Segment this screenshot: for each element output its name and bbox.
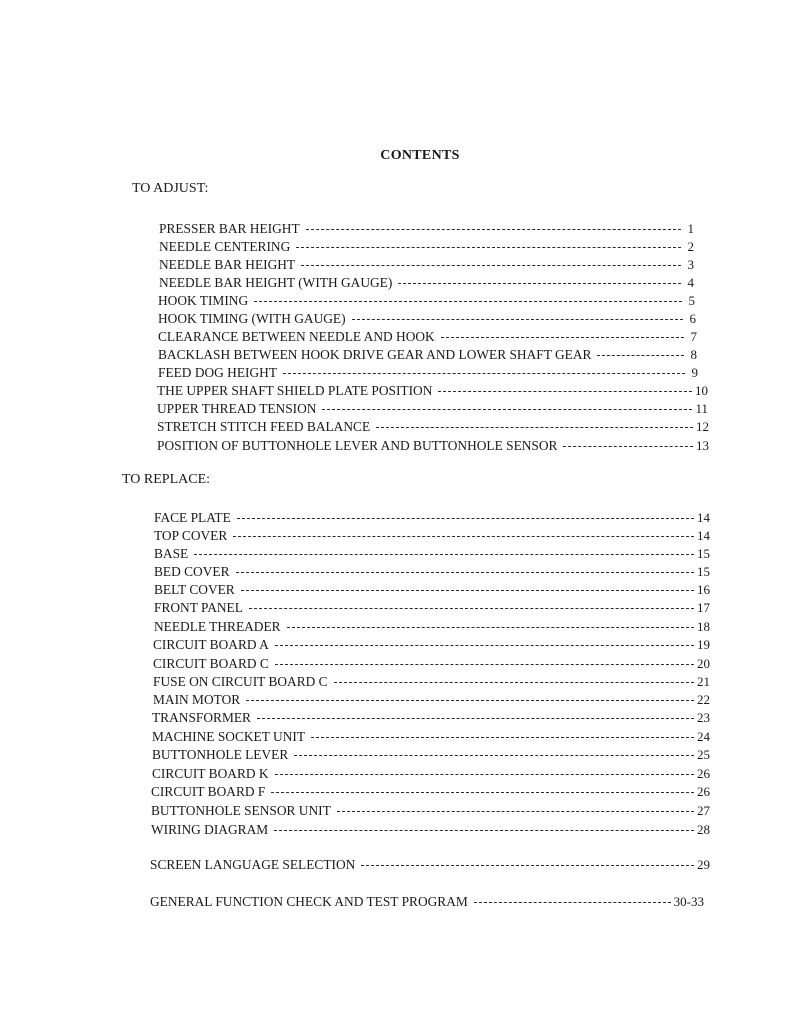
dot-leader: [237, 517, 694, 519]
toc-entry[interactable]: [158, 345, 697, 362]
dot-leader: [398, 282, 681, 284]
toc-entry-page: 2: [687, 239, 694, 254]
toc-entry[interactable]: [154, 617, 710, 634]
dot-leader: [274, 829, 694, 831]
toc-entry[interactable]: [151, 801, 710, 818]
dot-leader: [275, 663, 694, 665]
dot-leader: [311, 736, 694, 738]
toc-entry-page: 21: [697, 674, 710, 689]
dot-leader: [352, 318, 683, 320]
toc-entry-page: 23: [697, 710, 710, 725]
toc-entry[interactable]: [157, 399, 708, 416]
dot-leader: [376, 426, 693, 428]
toc-entry[interactable]: [152, 745, 710, 762]
toc-entry-label: NEEDLE BAR HEIGHT: [159, 257, 296, 272]
toc-entry-page: 15: [697, 546, 710, 561]
dot-leader: [246, 699, 694, 701]
dot-leader: [361, 864, 694, 866]
section-heading-replace: TO REPLACE:: [122, 472, 211, 487]
dot-leader: [474, 901, 671, 903]
toc-entry[interactable]: [151, 820, 710, 837]
toc-entry-label: CIRCUIT BOARD C: [153, 656, 269, 671]
page-title: CONTENTS: [380, 148, 460, 163]
dot-leader: [283, 372, 685, 374]
dot-leader: [306, 228, 681, 230]
toc-entry-page: 12: [696, 419, 709, 434]
toc-entry[interactable]: [158, 363, 698, 380]
dot-leader: [236, 571, 694, 573]
toc-entry-page: 19: [697, 637, 710, 652]
toc-entry-label: BACKLASH BETWEEN HOOK DRIVE GEAR AND LOWER SHAFT GEAR: [158, 347, 592, 362]
toc-entry[interactable]: [153, 635, 710, 652]
toc-entry-page: 25: [697, 747, 710, 762]
toc-entry-label: CIRCUIT BOARD A: [153, 637, 269, 652]
dot-leader: [257, 717, 694, 719]
toc-entry-label: BELT COVER: [154, 582, 235, 597]
dot-leader: [194, 553, 694, 555]
toc-entry-page: 4: [687, 275, 694, 290]
toc-entry[interactable]: [157, 436, 709, 453]
toc-entry-label: BED COVER: [154, 564, 230, 579]
toc-entry[interactable]: [153, 690, 710, 707]
toc-entry[interactable]: [152, 727, 710, 744]
dot-leader: [301, 264, 681, 266]
toc-entry-label: THE UPPER SHAFT SHIELD PLATE POSITION: [157, 383, 433, 398]
dot-leader: [241, 589, 694, 591]
toc-entry[interactable]: [150, 892, 704, 909]
toc-entry-label: POSITION OF BUTTONHOLE LEVER AND BUTTONHOLE SENSOR: [157, 438, 558, 453]
toc-entry-page: 24: [697, 729, 710, 744]
dot-leader: [322, 408, 692, 410]
toc-entry-page: 30-33: [673, 894, 704, 909]
dot-leader: [233, 535, 694, 537]
toc-entry[interactable]: [157, 381, 708, 398]
toc-entry-page: 18: [697, 619, 710, 634]
toc-entry-label: NEEDLE BAR HEIGHT (WITH GAUGE): [159, 275, 393, 290]
toc-entry-page: 16: [697, 582, 710, 597]
toc-entry-label: TOP COVER: [154, 528, 228, 543]
toc-entry-page: 22: [697, 692, 710, 707]
toc-entry[interactable]: [154, 562, 710, 579]
section-heading-adjust: TO ADJUST:: [132, 181, 209, 196]
toc-entry-page: 14: [697, 528, 710, 543]
toc-entry-label: STRETCH STITCH FEED BALANCE: [157, 419, 371, 434]
toc-entry[interactable]: [159, 273, 694, 290]
toc-entry-page: 3: [687, 257, 694, 272]
toc-entry-page: 26: [697, 766, 710, 781]
toc-entry-page: 20: [697, 656, 710, 671]
dot-leader: [441, 336, 684, 338]
toc-entry[interactable]: [159, 255, 694, 272]
toc-entry-page: 28: [697, 822, 710, 837]
toc-entry[interactable]: [158, 309, 696, 326]
toc-entry[interactable]: [157, 417, 709, 434]
toc-entry[interactable]: [158, 291, 695, 308]
dot-leader: [597, 354, 684, 356]
toc-entry-page: 11: [695, 401, 708, 416]
toc-entry[interactable]: [151, 782, 710, 799]
toc-entry-label: NEEDLE CENTERING: [159, 239, 291, 254]
toc-entry-label: FRONT PANEL: [154, 600, 243, 615]
toc-entry-label: BASE: [154, 546, 189, 561]
toc-entry-page: 15: [697, 564, 710, 579]
dot-leader: [294, 754, 694, 756]
toc-entry[interactable]: [154, 544, 710, 561]
toc-entry-label: FUSE ON CIRCUIT BOARD C: [153, 674, 328, 689]
dot-leader: [287, 626, 694, 628]
dot-leader: [254, 300, 682, 302]
toc-entry-page: 9: [691, 365, 698, 380]
dot-leader: [271, 791, 694, 793]
toc-entry[interactable]: [152, 708, 710, 725]
toc-entry-page: 27: [697, 803, 710, 818]
toc-entry-label: NEEDLE THREADER: [154, 619, 281, 634]
toc-entry-label: UPPER THREAD TENSION: [157, 401, 317, 416]
toc-entry-page: 14: [697, 510, 710, 525]
toc-entry-page: 5: [688, 293, 695, 308]
dot-leader: [563, 445, 693, 447]
dot-leader: [275, 644, 694, 646]
toc-entry-label: WIRING DIAGRAM: [151, 822, 269, 837]
toc-entry-label: CIRCUIT BOARD K: [152, 766, 269, 781]
toc-entry-page: 8: [690, 347, 697, 362]
dot-leader: [438, 390, 692, 392]
toc-entry[interactable]: [159, 219, 694, 236]
toc-entry-label: MACHINE SOCKET UNIT: [152, 729, 305, 744]
dot-leader: [334, 681, 694, 683]
toc-entry[interactable]: [158, 327, 697, 344]
toc-entry-page: 26: [697, 784, 710, 799]
toc-entry-label: BUTTONHOLE LEVER: [152, 747, 289, 762]
toc-entry-page: 1: [687, 221, 694, 236]
toc-entry[interactable]: [153, 654, 710, 671]
toc-entry[interactable]: [152, 764, 710, 781]
toc-entry[interactable]: [154, 598, 710, 615]
toc-entry-page: 7: [690, 329, 697, 344]
toc-entry-label: TRANSFORMER: [152, 710, 251, 725]
toc-entry[interactable]: [154, 526, 710, 543]
dot-leader: [275, 773, 694, 775]
toc-entry-page: 17: [697, 600, 710, 615]
toc-entry-label: SCREEN LANGUAGE SELECTION: [150, 857, 356, 872]
toc-entry-label: CLEARANCE BETWEEN NEEDLE AND HOOK: [158, 329, 435, 344]
toc-entry-page: 13: [696, 438, 709, 453]
toc-entry[interactable]: [150, 855, 710, 872]
toc-entry-page: 10: [695, 383, 708, 398]
toc-entry-label: CIRCUIT BOARD F: [151, 784, 266, 799]
toc-entry-label: HOOK TIMING: [158, 293, 249, 308]
toc-entry-label: FACE PLATE: [154, 510, 231, 525]
dot-leader: [337, 810, 694, 812]
toc-entry-label: BUTTONHOLE SENSOR UNIT: [151, 803, 331, 818]
toc-entry-page: 6: [689, 311, 696, 326]
toc-entry[interactable]: [159, 237, 694, 254]
toc-entry[interactable]: [153, 672, 710, 689]
toc-entry-label: GENERAL FUNCTION CHECK AND TEST PROGRAM: [150, 894, 468, 909]
toc-entry-label: HOOK TIMING (WITH GAUGE): [158, 311, 346, 326]
toc-entry[interactable]: [154, 580, 710, 597]
toc-entry-page: 29: [697, 857, 710, 872]
dot-leader: [296, 246, 681, 248]
dot-leader: [249, 607, 694, 609]
toc-entry-label: FEED DOG HEIGHT: [158, 365, 278, 380]
toc-entry-label: PRESSER BAR HEIGHT: [159, 221, 300, 236]
toc-entry-label: MAIN MOTOR: [153, 692, 241, 707]
toc-entry[interactable]: [154, 508, 710, 525]
